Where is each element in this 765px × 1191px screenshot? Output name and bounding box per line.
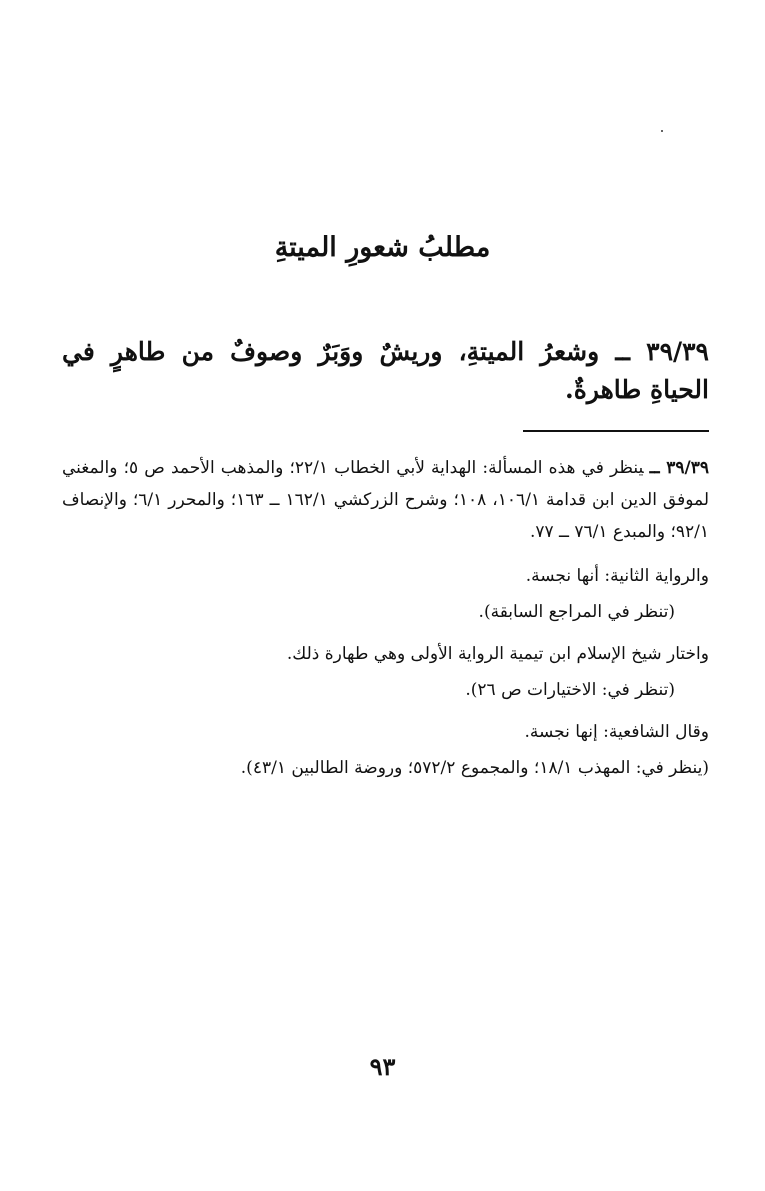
section-heading: مطلبُ شعورِ الميتةِ: [274, 232, 491, 263]
shafii-ref: (ينظر في: المهذب ١٨/١؛ والمجموع ٥٧٢/٢؛ وروضة الطالبين ٤٣/١).: [240, 758, 709, 778]
footnotes: [62, 452, 709, 792]
second-narration: والرواية الثانية: أنها نجسة.: [525, 566, 709, 586]
footnote-number: ٣٩/٣٩ ــ: [649, 458, 709, 478]
footnote-separator: [523, 430, 709, 432]
footnote-references: [62, 452, 709, 548]
ink-speck: [661, 130, 663, 132]
ibn-taymiyya-choice: واختار شيخ الإسلام ابن تيمية الرواية الأولى وهي طهارة ذلك.: [286, 644, 709, 664]
page-number: ٩٣: [369, 1052, 396, 1081]
footnote-references-text: ينظر في هذه المسألة: الهداية لأبي الخطاب ٢٢/١؛ والمذهب الأحمد ص ٥؛ والمغني لموفق الدين ابن قدامة ١٠٦/١، ١٠٨؛ وشرح الزركشي ١٦٢/١ ــ ١٦٣؛ والمحرر ٦/١؛ والإنصاف ٩٢/١؛ والمبدع ٧٦/١ ــ ٧٧.: [62, 458, 709, 542]
main-paragraph-text: وشعرُ الميتةِ، وريشٌ ووَبَرٌ وصوفٌ من طاهرٍ في الحياةِ طاهرةٌ.: [62, 337, 709, 404]
main-paragraph: [62, 333, 709, 409]
ibn-taymiyya-ref: (تنظر في: الاختيارات ص ٢٦).: [465, 680, 675, 700]
main-paragraph-number: ٣٩/٣٩ ــ: [615, 337, 709, 366]
shafii-view: وقال الشافعية: إنها نجسة.: [524, 722, 709, 742]
second-narration-ref: (تنظر في المراجع السابقة).: [478, 602, 675, 622]
